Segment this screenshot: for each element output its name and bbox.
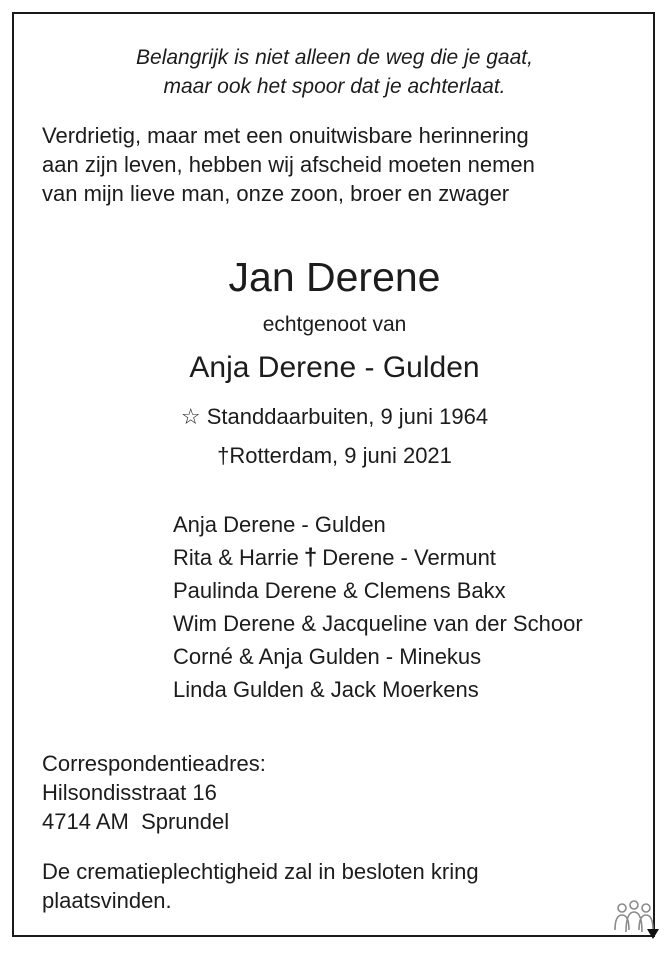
correspondence-address bbox=[42, 749, 266, 836]
spouse-name: Anja Derene - Gulden bbox=[189, 351, 480, 384]
intro-line-1: Verdrietig, maar met een onuitwisbare herinnering bbox=[42, 123, 529, 148]
motto-line-2: maar ook het spoor dat je achterlaat. bbox=[163, 75, 506, 98]
correspondence-street: Hilsondisstraat 16 bbox=[42, 780, 217, 805]
intro-text bbox=[42, 121, 535, 208]
star-icon: ☆ bbox=[180, 404, 201, 429]
arrow-down-icon[interactable] bbox=[647, 929, 659, 939]
cross-icon: † bbox=[217, 443, 230, 468]
motto bbox=[0, 43, 669, 101]
family-line-2-names: Rita & Harrie bbox=[173, 545, 299, 570]
correspondence-label: Correspondentieadres: bbox=[42, 751, 266, 776]
family-line-1: Anja Derene - Gulden bbox=[173, 512, 386, 537]
closing-line-1: De crematieplechtigheid zal in besloten kring bbox=[42, 859, 479, 884]
relation-label: echtgenoot van bbox=[262, 313, 407, 336]
death-line bbox=[0, 441, 669, 471]
birth-date: Standdaarbuiten, 9 juni 1964 bbox=[206, 404, 489, 429]
correspondence-city: 4714 AM Sprundel bbox=[42, 809, 230, 834]
family-line-2 bbox=[173, 541, 583, 574]
family-line-4: Wim Derene & Jacqueline van der Schoor bbox=[173, 611, 583, 636]
family-line-2-surname: Derene - Vermunt bbox=[322, 545, 496, 570]
family-line-3: Paulinda Derene & Clemens Bakx bbox=[173, 578, 506, 603]
closing-line-2: plaatsvinden. bbox=[42, 888, 172, 913]
deceased-name: Jan Derene bbox=[228, 254, 441, 300]
motto-line-1: Belangrijk is niet alleen de weg die je gaat, bbox=[136, 46, 533, 69]
intro-line-3: van mijn lieve man, onze zoon, broer en zwager bbox=[42, 181, 510, 206]
cross-icon: † bbox=[303, 544, 318, 571]
family-list bbox=[173, 508, 583, 706]
family-line-5: Corné & Anja Gulden - Minekus bbox=[173, 644, 482, 669]
family-line-6: Linda Gulden & Jack Moerkens bbox=[173, 677, 479, 702]
death-date: Rotterdam, 9 juni 2021 bbox=[229, 443, 452, 468]
intro-line-2: aan zijn leven, hebben wij afscheid moeten nemen bbox=[42, 152, 535, 177]
birth-line bbox=[0, 402, 669, 432]
closing-text bbox=[42, 857, 479, 915]
